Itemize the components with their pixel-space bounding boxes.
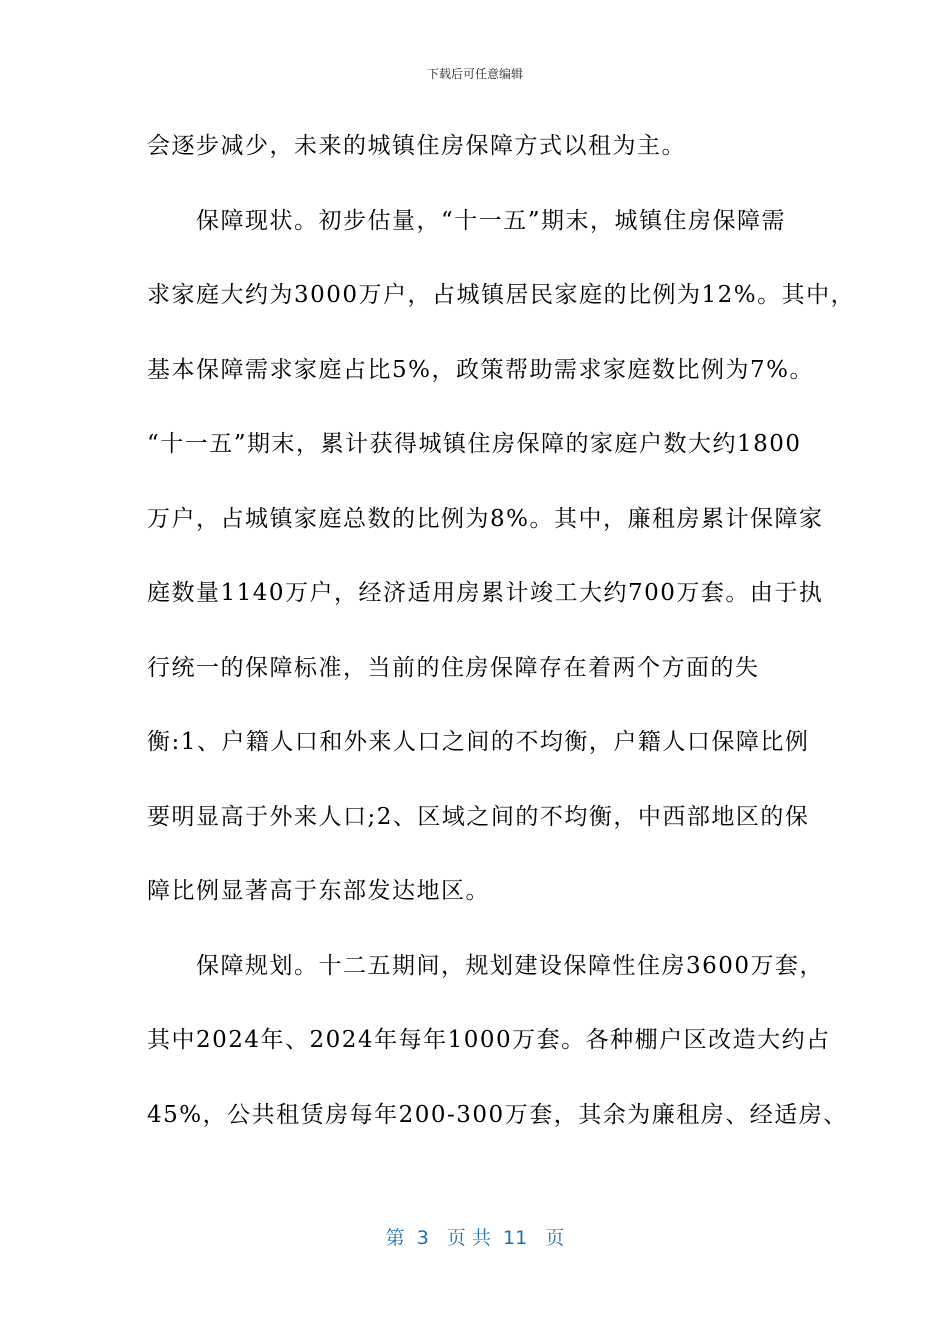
text-line: 保障规划。十二五期间，规划建设保障性住房3600万套， xyxy=(147,952,825,979)
text-line: 45%，公共租赁房每年200-300万套，其余为廉租房、经适房、 xyxy=(147,1101,848,1128)
text-line: 其中2024年、2024年每年1000万套。各种棚户区改造大约占 xyxy=(147,1027,831,1053)
text-line: 基本保障需求家庭占比5%，政策帮助需求家庭数比例为7%。 xyxy=(147,356,814,383)
text-line: 庭数量1140万户，经济适用房累计竣工大约700万套。由于执 xyxy=(147,580,824,606)
text-line: 衡:1、户籍人口和外来人口之间的不均衡，户籍人口保障比例 xyxy=(147,729,810,755)
page-header-note: 下载后可任意编辑 xyxy=(426,67,523,81)
text-line: 求家庭大约为3000万户，占城镇居民家庭的比例为12%。其中， xyxy=(147,282,856,308)
text-line: 会逐步减少，未来的城镇住房保障方式以租为主。 xyxy=(147,133,686,159)
text-line: 保障现状。初步估量，“十一五”期末，城镇住房保障需 xyxy=(147,207,787,234)
text-line: 行统一的保障标准，当前的住房保障存在着两个方面的失 xyxy=(147,654,760,681)
document-body xyxy=(147,121,856,1164)
text-line: “十一五”期末，累计获得城镇住房保障的家庭户数大约1800 xyxy=(147,431,802,457)
text-line: 要明显高于外来人口;2、区域之间的不均衡，中西部地区的保 xyxy=(147,803,810,830)
text-line: 障比例显著高于东部发达地区。 xyxy=(147,878,490,904)
page-number-footer: 第 3 页 共 11 页 xyxy=(385,1227,565,1249)
text-line: 万户，占城镇家庭总数的比例为8%。其中，廉租房累计保障家 xyxy=(147,505,824,532)
